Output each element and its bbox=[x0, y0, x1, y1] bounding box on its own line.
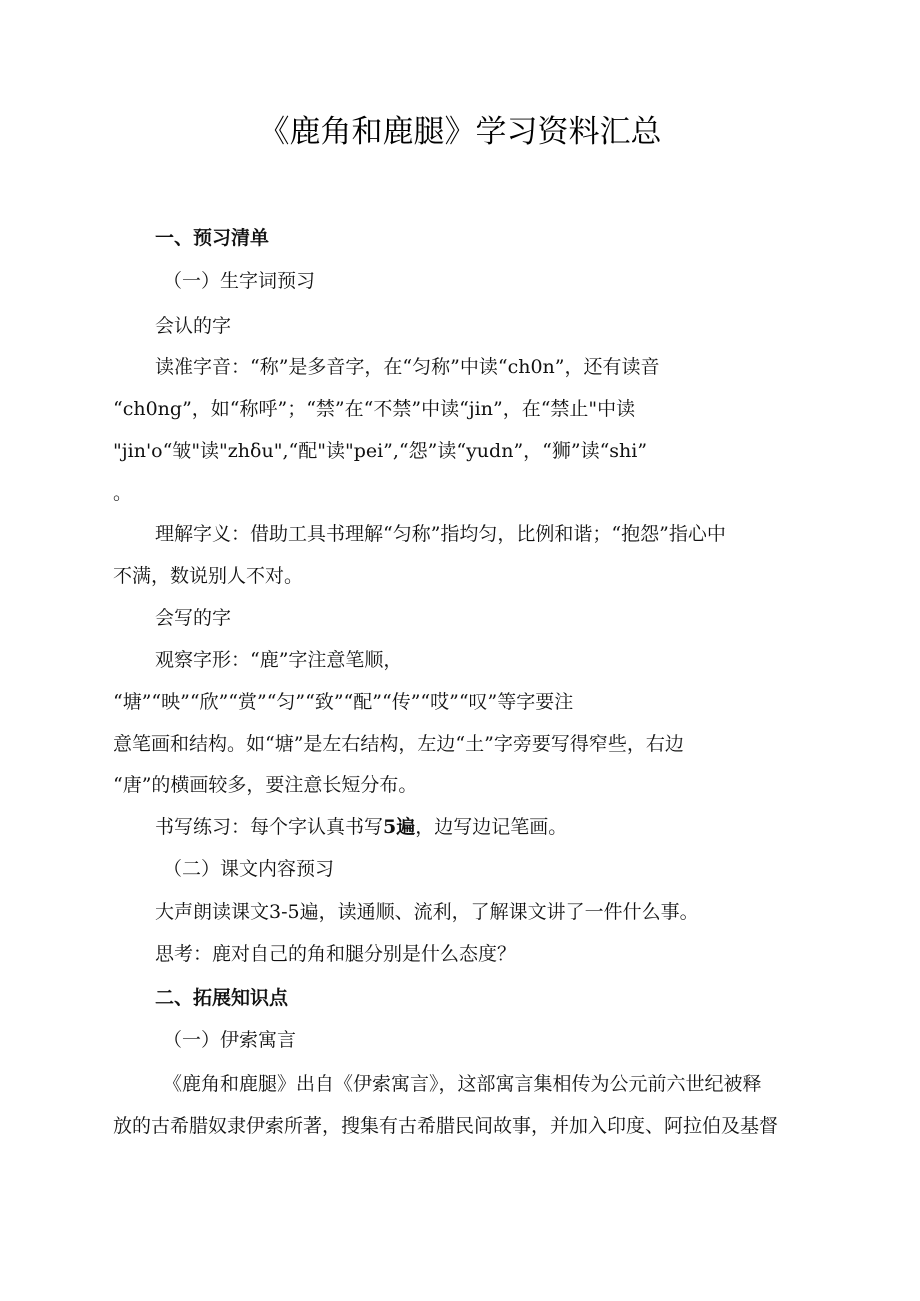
aesop-paragraph-line-2: 放的古希腊奴隶伊索所著，搜集有古希腊民间故事，并加入印度、阿拉伯及基督 bbox=[113, 1115, 779, 1137]
practice-text-a: 书写练习：每个字认真书写 bbox=[155, 816, 384, 838]
section-heading-preview: 一、预习清单 bbox=[155, 227, 270, 249]
meaning-line-1: 理解字义：借助工具书理解“匀称”指均匀，比例和谐；“抱怨”指心中 bbox=[155, 523, 726, 545]
pronunciation-line-3: "jin'o“皱"读"zhδu",“配"读"pei”,“怨”读“yudn”，“狮”读“shi” bbox=[113, 440, 648, 462]
practice-count: 5遍 bbox=[383, 816, 416, 838]
practice-line bbox=[155, 815, 567, 839]
page-title: 《鹿角和鹿腿》学习资料汇总 bbox=[258, 114, 662, 150]
reading-instruction: 大声朗读课文3-5遍，读通顺、流利，了解课文讲了一件什么事。 bbox=[155, 901, 699, 923]
recognize-chars-heading: 会认的字 bbox=[155, 315, 232, 337]
subheading-vocab-preview: （一）生字词预习 bbox=[163, 270, 316, 292]
shape-line-1: 观察字形：“鹿”字注意笔顺， bbox=[155, 649, 403, 671]
shape-line-2: “塘”“映”“欣”“赏”“匀”“致”“配”“传”“哎”“叹”等字要注 bbox=[113, 691, 574, 713]
shape-line-3: 意笔画和结构。如“塘”是左右结构，左边“土”字旁要写得窄些，右边 bbox=[113, 733, 684, 755]
pronunciation-line-2: “ch0ng”，如“称呼”；“禁”在“不禁”中读“jin”，在“禁止"中读 bbox=[113, 398, 636, 420]
shape-line-4: “唐”的横画较多，要注意长短分布。 bbox=[113, 774, 418, 796]
write-chars-heading: 会写的字 bbox=[155, 607, 232, 629]
subheading-text-preview: （二）课文内容预习 bbox=[163, 858, 335, 880]
meaning-line-2: 不满，数说别人不对。 bbox=[113, 565, 304, 587]
practice-text-c: ，边写边记笔画。 bbox=[415, 816, 568, 838]
section-heading-extension: 二、拓展知识点 bbox=[155, 987, 289, 1009]
thinking-question: 思考：鹿对自己的角和腿分别是什么态度？ bbox=[155, 943, 517, 965]
pronunciation-line-4: 。 bbox=[113, 482, 133, 504]
pronunciation-line-1: 读准字音：“称”是多音字，在“匀称”中读“ch0n”，还有读音 bbox=[155, 356, 660, 378]
subheading-aesop: （一）伊索寓言 bbox=[163, 1029, 297, 1051]
aesop-paragraph-line-1: 《鹿角和鹿腿》出自《伊索寓言》，这部寓言集相传为公元前六世纪被释 bbox=[163, 1073, 762, 1095]
